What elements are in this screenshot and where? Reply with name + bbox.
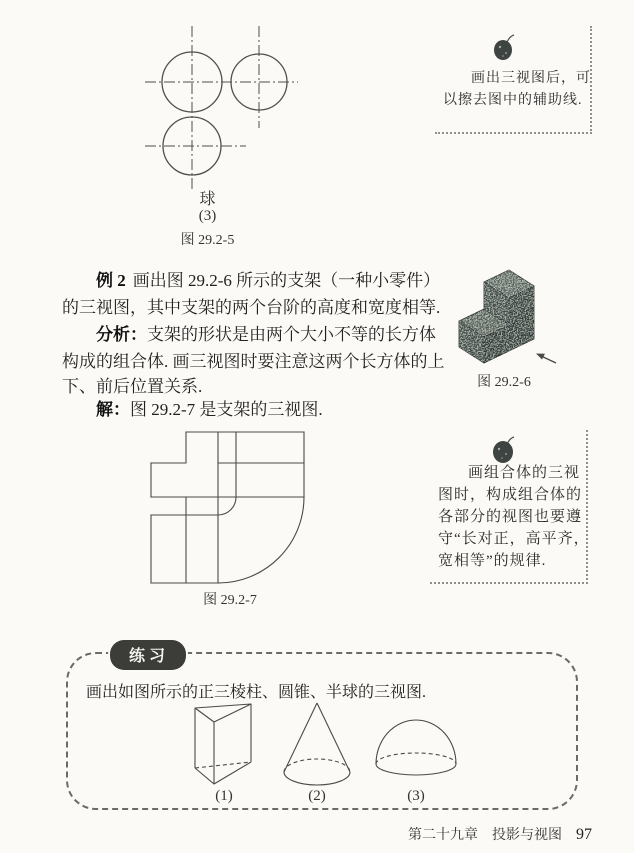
figure-caption: 图 29.2-5	[180, 233, 235, 248]
cone-figure	[281, 700, 353, 790]
margin-note	[430, 430, 588, 584]
figure-index-label: (3)	[198, 208, 217, 224]
solution-line	[96, 400, 323, 420]
analysis-line: 构成的组合体. 画三视图时要注意这两个长方体的上	[62, 352, 445, 371]
figure-caption: 图 29.2-6	[477, 375, 531, 390]
chapter-title: 第二十九章 投影与视图	[408, 828, 562, 843]
triangular-prism-figure	[192, 698, 256, 790]
note-line: 画出三视图后，可	[471, 71, 591, 86]
note-line: 各部分的视图也要遵	[438, 509, 583, 525]
pointer-arrow-icon	[536, 354, 556, 364]
note-line: 图时，构成组合体的	[438, 487, 583, 503]
solution-label: 解：	[96, 400, 130, 419]
example-heading: 例 2	[96, 271, 126, 290]
analysis-label: 分析：	[96, 325, 147, 344]
analysis-text: 支架的形状是由两个大小不等的长方体	[147, 325, 436, 344]
solution-text: 图 29.2-7 是支架的三视图.	[130, 400, 323, 419]
ink-blob-icon	[490, 32, 518, 62]
note-line: 以擦去图中的辅助线.	[443, 93, 583, 108]
shape-label: (2)	[308, 788, 326, 804]
note-line: 守“长对正，高平齐，	[438, 531, 590, 547]
hemisphere-figure	[372, 714, 460, 778]
note-line: 宽相等”的规律.	[438, 553, 547, 569]
note-line: 画组合体的三视	[468, 465, 581, 481]
width-transfer-arc-small	[218, 497, 236, 515]
granite-speckle-texture	[459, 270, 534, 363]
sphere-three-views-figure	[140, 18, 310, 194]
bracket-photo-figure	[452, 258, 568, 370]
example-line: 的三视图，其中支架的两个台阶的高度和宽度相等.	[62, 298, 441, 317]
analysis-line: 下、前后位置关系.	[62, 377, 203, 396]
page-footer	[408, 824, 592, 844]
page-number: 97	[576, 826, 592, 843]
practice-badge: 练习	[110, 640, 186, 670]
example-line	[96, 271, 440, 291]
practice-prompt: 画出如图所示的正三棱柱、圆锥、半球的三视图.	[86, 684, 427, 701]
analysis-line	[96, 325, 436, 345]
margin-note	[435, 26, 592, 134]
shape-label: (3)	[407, 788, 425, 804]
figure-caption: 图 29.2-7	[203, 593, 257, 608]
figure-shape-label: 球	[199, 191, 216, 208]
shape-label: (1)	[215, 788, 233, 804]
ink-blob-icon	[490, 434, 518, 464]
front-view-notch	[151, 432, 186, 463]
example-text: 画出图 29.2-6 所示的支架（一种小零件）	[132, 271, 441, 290]
bracket-three-views-figure	[140, 425, 320, 589]
